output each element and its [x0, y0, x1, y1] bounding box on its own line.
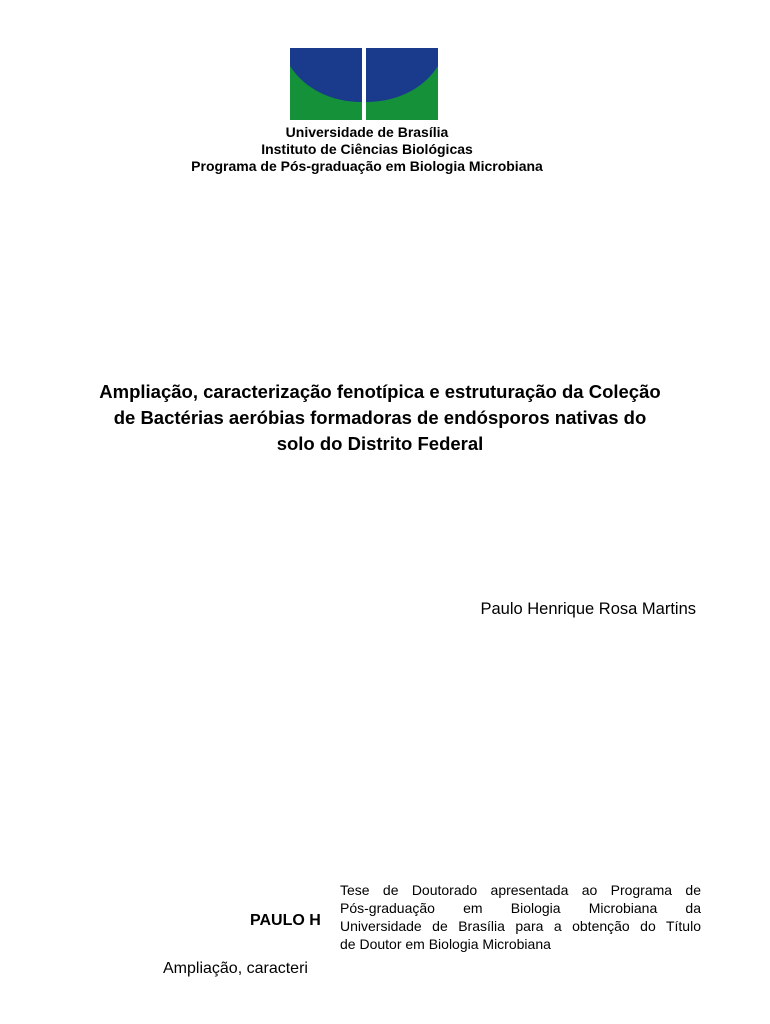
institute-name: Instituto de Ciências Biológicas — [261, 141, 473, 157]
description-line: Tese de Doutorado apresentada ao Programa de — [340, 882, 701, 898]
thesis-title — [40, 379, 720, 457]
thesis-title-line: de Bactérias aeróbias formadoras de endósporos nativas do — [113, 407, 647, 428]
thesis-description — [340, 881, 701, 953]
program-name: Programa de Pós-graduação em Biologia Microbiana — [191, 158, 543, 174]
author-name: Paulo Henrique Rosa Martins — [480, 600, 696, 618]
overlapping-author-fragment: PAULO H — [250, 912, 321, 929]
overlapping-title-fragment: Ampliação, caracteri — [163, 960, 308, 977]
unb-logo — [290, 48, 438, 120]
thesis-title-line: solo do Distrito Federal — [276, 433, 484, 454]
thesis-title-line: Ampliação, caracterização fenotípica e estruturação da Coleção — [99, 381, 661, 402]
description-line: Universidade de Brasília para a obtenção do Título — [340, 918, 701, 934]
description-line: de Doutor em Biologia Microbiana — [340, 936, 551, 952]
university-name: Universidade de Brasília — [285, 124, 449, 140]
description-line: Pós-graduação em Biologia Microbiana da — [340, 900, 701, 916]
